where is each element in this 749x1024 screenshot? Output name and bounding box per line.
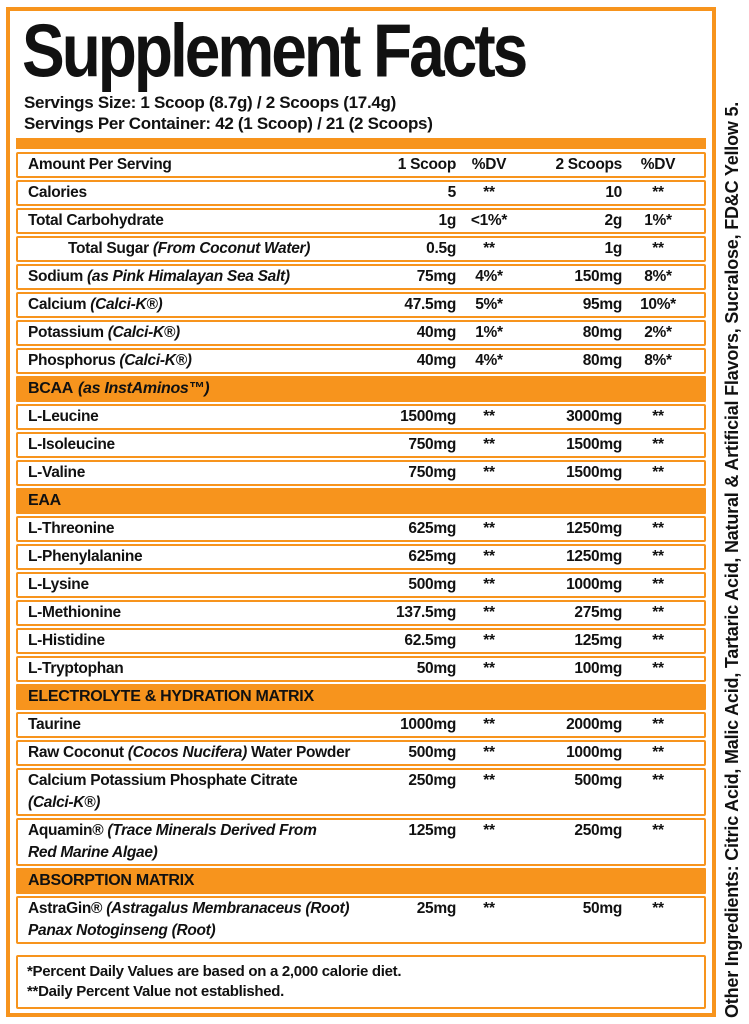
- nutrient-row: [16, 600, 706, 626]
- amount-2-scoops: 100mg: [574, 660, 622, 677]
- amount-2-scoops: 275mg: [574, 604, 622, 621]
- amount-1-scoop: 750mg: [408, 436, 456, 453]
- amount-1-scoop: 40mg: [416, 324, 456, 341]
- nutrient-label: [28, 266, 364, 288]
- panel-title: Supplement Facts: [22, 8, 526, 94]
- nutrient-row: [16, 712, 706, 738]
- nutrient-name: L-Valine: [28, 464, 86, 481]
- nutrient-name: L-Tryptophan: [28, 660, 124, 677]
- nutrient-label: [28, 406, 364, 428]
- nutrient-label: [28, 770, 364, 814]
- dv-1-scoop: **: [483, 408, 495, 425]
- nutrient-qualifier: (Calci-K®): [28, 794, 101, 811]
- amount-1-scoop: 500mg: [408, 744, 456, 761]
- column-header-2-scoops: 2 Scoops: [555, 156, 622, 173]
- nutrient-qualifier: (Calci-K®): [119, 352, 192, 369]
- nutrient-name: Calcium Potassium Phosphate Citrate: [28, 772, 298, 789]
- amount-2-scoops: 150mg: [574, 268, 622, 285]
- nutrient-name: L-Methionine: [28, 604, 121, 621]
- dv-2-scoops: **: [652, 900, 664, 917]
- amount-1-scoop: 62.5mg: [404, 632, 456, 649]
- nutrient-row: [16, 572, 706, 598]
- amount-2-scoops: 1500mg: [566, 436, 622, 453]
- footnote-not-established: **Daily Percent Value not established.: [27, 983, 285, 1000]
- amount-1-scoop: 25mg: [416, 900, 456, 917]
- section-header: [16, 488, 706, 514]
- nutrient-label: [28, 462, 364, 484]
- nutrient-qualifier: (Calci-K®): [90, 296, 163, 313]
- dv-2-scoops: **: [652, 576, 664, 593]
- nutrient-row: [16, 740, 706, 766]
- dv-2-scoops: **: [652, 744, 664, 761]
- dv-1-scoop: **: [483, 900, 495, 917]
- dv-2-scoops: 8%*: [644, 268, 672, 285]
- dv-1-scoop: <1%*: [470, 212, 508, 229]
- dv-2-scoops: **: [652, 240, 664, 257]
- nutrient-row: [16, 818, 706, 866]
- amount-1-scoop: 137.5mg: [396, 604, 456, 621]
- nutrient-qualifier: (Calci-K®): [107, 324, 180, 341]
- nutrient-row: [16, 516, 706, 542]
- nutrient-row: [16, 292, 706, 318]
- dv-1-scoop: **: [483, 548, 495, 565]
- amount-1-scoop: 1500mg: [400, 408, 456, 425]
- nutrient-label: [28, 630, 364, 652]
- nutrient-row: [16, 460, 706, 486]
- amount-1-scoop: 1000mg: [400, 716, 456, 733]
- table-body: [16, 180, 706, 946]
- nutrient-row: [16, 544, 706, 570]
- footnotes-box: [16, 955, 706, 1009]
- amount-1-scoop: 75mg: [416, 268, 456, 285]
- amount-1-scoop: 50mg: [416, 660, 456, 677]
- amount-2-scoops: 1250mg: [566, 548, 622, 565]
- nutrient-name: L-Leucine: [28, 408, 99, 425]
- amount-1-scoop: 40mg: [416, 352, 456, 369]
- nutrient-row: [16, 432, 706, 458]
- dv-1-scoop: **: [483, 464, 495, 481]
- nutrient-name: Raw Coconut: [28, 744, 124, 761]
- amount-2-scoops: 95mg: [582, 296, 622, 313]
- nutrient-name: Phosphorus: [28, 352, 116, 369]
- nutrient-name: L-Isoleucine: [28, 436, 115, 453]
- dv-2-scoops: **: [652, 660, 664, 677]
- servings-per-container-line: Servings Per Container: 42 (1 Scoop) / 21 (2 Scoops): [24, 114, 433, 133]
- dv-2-scoops: **: [652, 184, 664, 201]
- dv-1-scoop: **: [483, 576, 495, 593]
- section-header: [16, 376, 706, 402]
- amount-2-scoops: 10: [605, 184, 622, 201]
- supplement-facts-panel: [6, 7, 716, 1017]
- dv-2-scoops: **: [652, 716, 664, 733]
- dv-1-scoop: 1%*: [475, 324, 503, 341]
- nutrient-name: L-Phenylalanine: [28, 548, 143, 565]
- dv-1-scoop: **: [483, 822, 495, 839]
- amount-2-scoops: 500mg: [574, 772, 622, 789]
- amount-1-scoop: 500mg: [408, 576, 456, 593]
- nutrient-qualifier: (Trace Minerals Derived From: [107, 822, 317, 839]
- dv-1-scoop: **: [483, 240, 495, 257]
- nutrient-label: [28, 742, 364, 764]
- amount-1-scoop: 750mg: [408, 464, 456, 481]
- dv-1-scoop: **: [483, 436, 495, 453]
- nutrient-label: [28, 820, 364, 864]
- nutrient-name: Aquamin®: [28, 822, 104, 839]
- nutrient-name: AstraGin®: [28, 900, 103, 917]
- dv-2-scoops: **: [652, 548, 664, 565]
- amount-2-scoops: 2000mg: [566, 716, 622, 733]
- amount-1-scoop: 625mg: [408, 520, 456, 537]
- nutrient-row: [16, 896, 706, 944]
- dv-2-scoops: **: [652, 408, 664, 425]
- amount-1-scoop: 47.5mg: [404, 296, 456, 313]
- nutrient-name: L-Lysine: [28, 576, 89, 593]
- nutrient-qualifier: (From Coconut Water): [152, 240, 311, 257]
- nutrient-label: [28, 238, 364, 260]
- column-header-1-scoop: 1 Scoop: [397, 156, 456, 173]
- nutrient-label: [28, 898, 364, 942]
- dv-1-scoop: **: [483, 520, 495, 537]
- column-header-dv-1: %DV: [471, 156, 507, 173]
- amount-2-scoops: 3000mg: [566, 408, 622, 425]
- nutrient-name: Total Sugar: [68, 240, 149, 257]
- nutrient-label: [28, 602, 364, 624]
- amount-2-scoops: 80mg: [582, 352, 622, 369]
- nutrient-row: [16, 320, 706, 346]
- dv-2-scoops: **: [652, 632, 664, 649]
- amount-2-scoops: 1500mg: [566, 464, 622, 481]
- section-name: BCAA: [28, 380, 74, 397]
- nutrient-name: Total Carbohydrate: [28, 212, 164, 229]
- amount-2-scoops: 1250mg: [566, 520, 622, 537]
- footnote-daily-values: *Percent Daily Values are based on a 2,000 calorie diet.: [27, 963, 402, 980]
- amount-2-scoops: 250mg: [574, 822, 622, 839]
- dv-2-scoops: **: [652, 772, 664, 789]
- nutrient-name: Calories: [28, 184, 87, 201]
- dv-1-scoop: **: [483, 772, 495, 789]
- nutrient-label-line2: Panax Notoginseng (Root): [28, 922, 216, 939]
- amount-1-scoop: 0.5g: [426, 240, 456, 257]
- amount-2-scoops: 125mg: [574, 632, 622, 649]
- nutrient-row: [16, 236, 706, 262]
- nutrient-qualifier: (Astragalus Membranaceus (Root): [106, 900, 350, 917]
- nutrient-label: [28, 350, 364, 372]
- nutrient-label: [28, 434, 364, 456]
- dv-1-scoop: 4%*: [475, 268, 503, 285]
- dv-1-scoop: **: [483, 632, 495, 649]
- dv-1-scoop: **: [483, 184, 495, 201]
- nutrient-label: [28, 574, 364, 596]
- dv-2-scoops: **: [652, 464, 664, 481]
- column-header-amount-per-serving: Amount Per Serving: [28, 156, 172, 173]
- nutrient-row: [16, 628, 706, 654]
- nutrient-label: [28, 322, 364, 344]
- section-name: ELECTROLYTE & HYDRATION MATRIX: [28, 688, 314, 705]
- nutrient-row: [16, 264, 706, 290]
- nutrient-label-line2: Red Marine Algae): [28, 844, 158, 861]
- dv-1-scoop: 4%*: [475, 352, 503, 369]
- amount-2-scoops: 2g: [604, 212, 622, 229]
- dv-1-scoop: 5%*: [475, 296, 503, 313]
- amount-1-scoop: 250mg: [408, 772, 456, 789]
- section-header: [16, 684, 706, 710]
- servings-size-line: Servings Size: 1 Scoop (8.7g) / 2 Scoops (17.4g): [24, 93, 396, 112]
- nutrient-name: Calcium: [28, 296, 87, 313]
- amount-1-scoop: 5: [447, 184, 456, 201]
- amount-2-scoops: 1g: [604, 240, 622, 257]
- nutrient-row: [16, 656, 706, 682]
- nutrient-name: Potassium: [28, 324, 104, 341]
- nutrient-label: [28, 182, 364, 204]
- amount-1-scoop: 1g: [438, 212, 456, 229]
- nutrient-label: [28, 658, 364, 680]
- nutrient-label-suffix: Water Powder: [250, 744, 351, 761]
- nutrient-name: L-Histidine: [28, 632, 105, 649]
- nutrient-row: [16, 768, 706, 816]
- dv-1-scoop: **: [483, 744, 495, 761]
- nutrient-row: [16, 348, 706, 374]
- amount-2-scoops: 1000mg: [566, 744, 622, 761]
- amount-2-scoops: 50mg: [582, 900, 622, 917]
- dv-1-scoop: **: [483, 604, 495, 621]
- amount-2-scoops: 1000mg: [566, 576, 622, 593]
- nutrient-label: [28, 210, 364, 232]
- dv-2-scoops: 8%*: [644, 352, 672, 369]
- nutrient-label: [28, 714, 364, 736]
- nutrient-qualifier: (Cocos Nucifera): [127, 744, 247, 761]
- nutrient-row: [16, 180, 706, 206]
- dv-2-scoops: 1%*: [644, 212, 672, 229]
- section-header: [16, 868, 706, 894]
- section-name: ABSORPTION MATRIX: [28, 872, 195, 889]
- dv-2-scoops: **: [652, 436, 664, 453]
- header-divider-bar: [16, 138, 706, 149]
- dv-2-scoops: **: [652, 520, 664, 537]
- dv-2-scoops: **: [652, 604, 664, 621]
- dv-2-scoops: 10%*: [640, 296, 676, 313]
- amount-1-scoop: 625mg: [408, 548, 456, 565]
- dv-2-scoops: **: [652, 822, 664, 839]
- nutrient-label: [28, 546, 364, 568]
- amount-2-scoops: 80mg: [582, 324, 622, 341]
- dv-1-scoop: **: [483, 660, 495, 677]
- other-ingredients-vertical-text: Other Ingredients: Citric Acid, Malic Acid, Tartaric Acid, Natural & Artificial Flavors, Sucralose, FD&C Yellow 5.: [722, 101, 742, 1018]
- table-header-row: [16, 152, 706, 178]
- nutrient-label: [28, 294, 364, 316]
- section-name: EAA: [28, 492, 61, 509]
- nutrient-row: [16, 208, 706, 234]
- section-qualifier: (as InstAminos™): [78, 380, 210, 397]
- nutrient-name: Sodium: [28, 268, 84, 285]
- nutrient-qualifier: (as Pink Himalayan Sea Salt): [87, 268, 290, 285]
- nutrient-name: Taurine: [28, 716, 81, 733]
- nutrient-label: [28, 518, 364, 540]
- column-header-dv-2: %DV: [640, 156, 676, 173]
- nutrient-row: [16, 404, 706, 430]
- dv-2-scoops: 2%*: [644, 324, 672, 341]
- nutrient-name: L-Threonine: [28, 520, 115, 537]
- dv-1-scoop: **: [483, 716, 495, 733]
- amount-1-scoop: 125mg: [408, 822, 456, 839]
